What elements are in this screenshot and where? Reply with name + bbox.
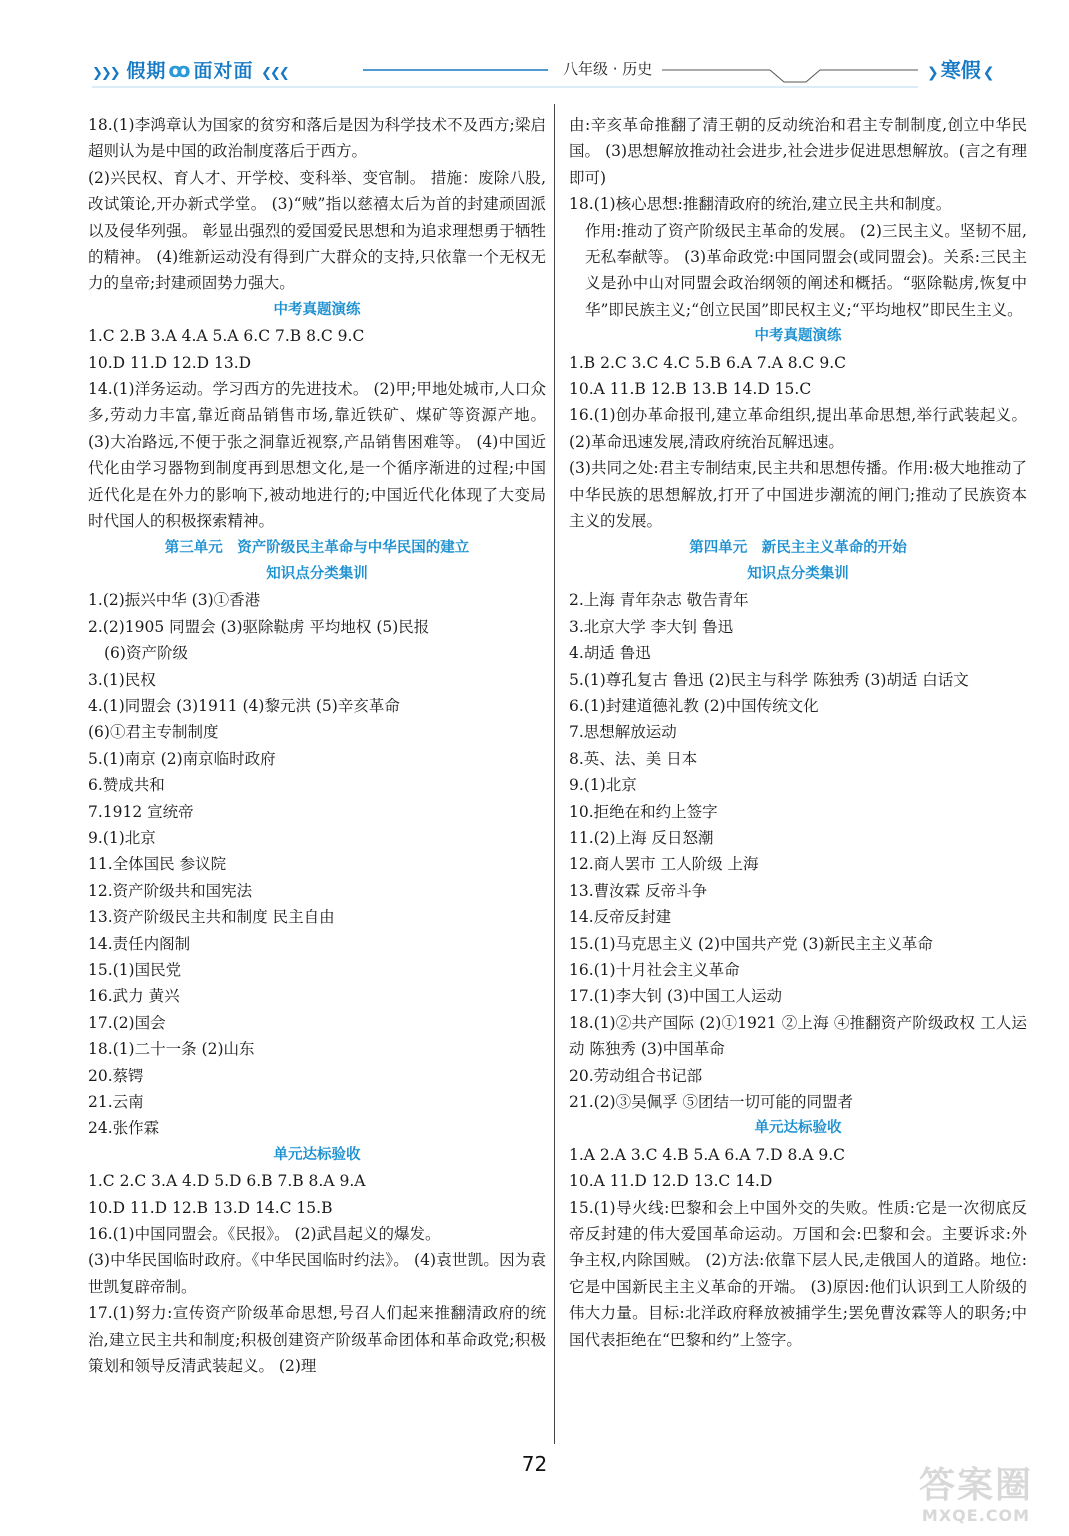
arrow-left-icon: ❮ bbox=[982, 65, 995, 81]
answer-line: 10.拒绝在和约上签字 bbox=[569, 802, 718, 821]
season-label bbox=[925, 54, 996, 83]
answer-line: 24.张作霖 bbox=[88, 1119, 160, 1138]
answer-line: 4.胡适 鲁迅 bbox=[569, 644, 651, 663]
answer-line: (2)兴民权、育人才、开学校、变科举、变官制。 措施：废除八股,改试策论,开办新式学堂。 (3)“贼”指以慈禧太后为首的封建顽固派以及侵华列强。 彰显出强烈的爱国爱民思想和为追求理想勇于牺牲的精神。 (4)维新运动没有得到广大群众的支持,只依靠一个无权无力的皇帝;封建顽固势力强大。 bbox=[88, 168, 546, 293]
answer-line: 7.思想解放运动 bbox=[569, 723, 677, 742]
answer-line: 1.(2)振兴中华 (3)①香港 bbox=[88, 591, 261, 610]
right-column bbox=[569, 112, 1027, 1353]
answer-line: 1.B 2.C 3.C 4.C 5.B 6.A 7.A 8.C 9.C bbox=[569, 353, 846, 372]
answer-line: 7.1912 宣统帝 bbox=[88, 802, 194, 821]
answer-line: 13.曹汝霖 反帝斗争 bbox=[569, 881, 708, 900]
answer-line: 10.A 11.D 12.D 13.C 14.D bbox=[569, 1172, 773, 1191]
answer-line: 11.全体国民 参议院 bbox=[88, 855, 227, 874]
section-heading: 知识点分类集训 bbox=[266, 565, 368, 582]
section-heading: 单元达标验收 bbox=[273, 1146, 361, 1163]
answer-line: 10.D 11.D 12.D 13.D bbox=[88, 353, 252, 372]
grade-subject: 八年级 · 历史 bbox=[563, 60, 653, 78]
answer-line: 1.C 2.C 3.A 4.D 5.D 6.B 7.B 8.A 9.A bbox=[88, 1172, 366, 1191]
answer-line: (3)中华民国临时政府。《中华民国临时约法》。 (4)袁世凯。因为袁世凯复辟帝制。 bbox=[88, 1251, 546, 1296]
answer-line: (6)资产阶级 bbox=[104, 644, 188, 663]
section-heading: 单元达标验收 bbox=[754, 1120, 842, 1137]
answer-line: 18.(1)核心思想:推翻清政府的统治,建立民主共和制度。 bbox=[569, 195, 952, 214]
answer-line: 2.(2)1905 同盟会 (3)驱除鞑虏 平均地权 (5)民报 bbox=[88, 617, 430, 636]
watermark-title: 答案圈 bbox=[918, 1465, 1033, 1506]
answer-line: 14.(1)洋务运动。学习西方的先进技术。 (2)甲;甲地处城市,人口众多,劳动力丰富,靠近商品销售市场,靠近铁矿、煤矿等资源产地。 (3)大冶路远,不便于张之洞靠近视察,产品销售困难等。 (4)中国近代化由学习器物到制度再到思想文化,是一个循序渐进的过程;中国近代化是在外力的影响下,被动地进行的;中国近代化体现了大变局时代国人的积极探索精神。 bbox=[88, 380, 546, 531]
answer-line: 10.D 11.D 12.B 13.D 14.C 15.B bbox=[88, 1198, 333, 1217]
answer-line: 15.(1)国民党 bbox=[88, 961, 182, 979]
answer-line: 3.北京大学 李大钊 鲁迅 bbox=[569, 617, 734, 636]
section-heading: 中考真题演练 bbox=[754, 328, 842, 345]
answer-line: 12.资产阶级共和国宪法 bbox=[88, 881, 253, 900]
answer-line: 14.反帝反封建 bbox=[569, 908, 672, 927]
answer-line: 15.(1)导火线:巴黎和会上中国外交的失败。性质:它是一次彻底反帝反封建的伟大爱国革命运动。万国和会:巴黎和会。主要诉求:外争主权,内除国贼。 (2)方法:依靠下层人民,走俄国人的道路。地位:它是中国新民主主义革命的开端。 (3)原因:他们认识到工人阶级的伟大力量。目标:北洋政府释放被捕学生;罢免曹汝霖等人的职务;中国代表拒绝在“巴黎和约”上签字。 bbox=[569, 1198, 1027, 1349]
column-divider bbox=[554, 104, 555, 1444]
section-heading: 中考真题演练 bbox=[273, 301, 361, 318]
answer-line: 12.商人罢市 工人阶级 上海 bbox=[569, 855, 759, 874]
answer-line: 14.责任内阁制 bbox=[88, 934, 191, 953]
answer-line: 4.(1)同盟会 (3)1911 (4)黎元洪 (5)辛亥革命 bbox=[88, 696, 400, 715]
answer-line: 9.(1)北京 bbox=[569, 776, 637, 795]
answer-line: 10.A 11.B 12.B 13.B 14.D 15.C bbox=[569, 380, 812, 399]
left-column bbox=[88, 112, 546, 1380]
answer-line: 1.A 2.A 3.C 4.B 5.A 6.A 7.D 8.A 9.C bbox=[569, 1145, 846, 1164]
dna-icon: ꝏ bbox=[168, 58, 192, 82]
answer-line: 16.(1)创办革命报刊,建立革命组织,提出革命思想,举行武装起义。 (2)革命迅速发展,清政府统治瓦解迅速。 bbox=[569, 406, 1027, 451]
brand-logo bbox=[92, 56, 288, 83]
watermark-url: MXQE.COM bbox=[921, 1506, 1031, 1525]
answer-line: 17.(2)国会 bbox=[88, 1013, 166, 1032]
brand-right: 面对面 bbox=[193, 60, 254, 82]
chevron-right-icon: ❯❯❯ bbox=[92, 66, 119, 81]
answer-line: 21.云南 bbox=[88, 1093, 144, 1112]
answer-line: 5.(1)尊孔复古 鲁迅 (2)民主与科学 陈独秀 (3)胡适 白话文 bbox=[569, 670, 969, 689]
answer-line: 1.C 2.B 3.A 4.A 5.A 6.C 7.B 8.C 9.C bbox=[88, 327, 365, 346]
answer-line: 18.(1)李鸿章认为国家的贫穷和落后是因为科学技术不及西方;梁启超则认为是中国的政治制度落后于西方。 bbox=[88, 116, 546, 161]
answer-line: 5.(1)南京 (2)南京临时政府 bbox=[88, 749, 276, 768]
brand-left: 假期 bbox=[126, 60, 167, 82]
answer-line: 15.(1)马克思主义 (2)中国共产党 (3)新民主主义革命 bbox=[569, 934, 933, 953]
watermark-logo bbox=[896, 1466, 1056, 1530]
answer-line: 18.(1)二十一条 (2)山东 bbox=[88, 1040, 255, 1059]
page-header bbox=[0, 0, 1069, 92]
answer-line: 16.武力 黄兴 bbox=[88, 987, 180, 1006]
answer-line: 16.(1)十月社会主义革命 bbox=[569, 961, 740, 979]
answer-line: 16.(1)中国同盟会。《民报》。 (2)武昌起义的爆发。 bbox=[88, 1225, 441, 1244]
section-heading: 第四单元 新民主主义革命的开始 bbox=[689, 539, 907, 556]
answer-line: 20.蔡锷 bbox=[88, 1066, 144, 1085]
answer-line: 17.(1)李大钊 (3)中国工人运动 bbox=[569, 987, 782, 1006]
answer-line: 21.(2)③吴佩孚 ⑤团结一切可能的同盟者 bbox=[569, 1093, 854, 1112]
answer-line: (3)共同之处:君主专制结束,民主共和思想传播。作用:极大地推动了中华民族的思想解放,打开了中国进步潮流的闸门;推动了民族资本主义的发展。 bbox=[569, 459, 1027, 531]
answer-line: 13.资产阶级民主共和制度 民主自由 bbox=[88, 908, 335, 927]
section-heading: 第三单元 资产阶级民主革命与中华民国的建立 bbox=[164, 539, 470, 556]
answer-line: 作用:推动了资产阶级民主革命的发展。 (2)三民主义。坚韧不屈,无私奉献等。 (3)革命政党:中国同盟会(或同盟会)。关系:三民主义是孙中山对同盟会政治纲领的阐述和概括。“驱除鞑虏,恢复中华”即民族主义;“创立民国”即民权主义;“平均地权”即民生主义。 bbox=[585, 221, 1027, 319]
answer-line: 6.(1)封建道德礼教 (2)中国传统文化 bbox=[569, 696, 819, 715]
answer-line: 8.英、法、美 日本 bbox=[569, 749, 698, 768]
answer-line: 由:辛亥革命推翻了清王朝的反动统治和君主专制制度,创立中华民国。 (3)思想解放推动社会进步,社会进步促进思想解放。(言之有理即可) bbox=[569, 116, 1027, 187]
page-number: 72 bbox=[521, 1452, 548, 1476]
answer-line: 6.赞成共和 bbox=[88, 776, 165, 795]
arrow-right-icon: ❯ bbox=[927, 65, 939, 81]
section-heading: 知识点分类集训 bbox=[747, 565, 849, 582]
chevron-left-icon: ❮❮❮ bbox=[261, 66, 288, 81]
answer-line: 20.劳动组合书记部 bbox=[569, 1066, 703, 1085]
answer-line: 18.(1)②共产国际 (2)①1921 ②上海 ④推翻资产阶级政权 工人运动 陈独秀 (3)中国革命 bbox=[569, 1013, 1027, 1059]
answer-line: 17.(1)努力:宣传资产阶级革命思想,号召人们起来推翻清政府的统治,建立民主共和制度;积极创建资产阶级革命团体和革命政党;积极策划和领导反清武装起义。 (2)理 bbox=[88, 1304, 546, 1376]
answer-line: 9.(1)北京 bbox=[88, 828, 156, 847]
answer-line: 2.上海 青年杂志 敬告青年 bbox=[569, 591, 749, 610]
answer-line: (6)①君主专制制度 bbox=[88, 723, 219, 742]
season-text: 寒假 bbox=[940, 58, 981, 82]
answer-line: 3.(1)民权 bbox=[88, 670, 156, 689]
answer-line: 11.(2)上海 反日怒潮 bbox=[569, 828, 714, 847]
